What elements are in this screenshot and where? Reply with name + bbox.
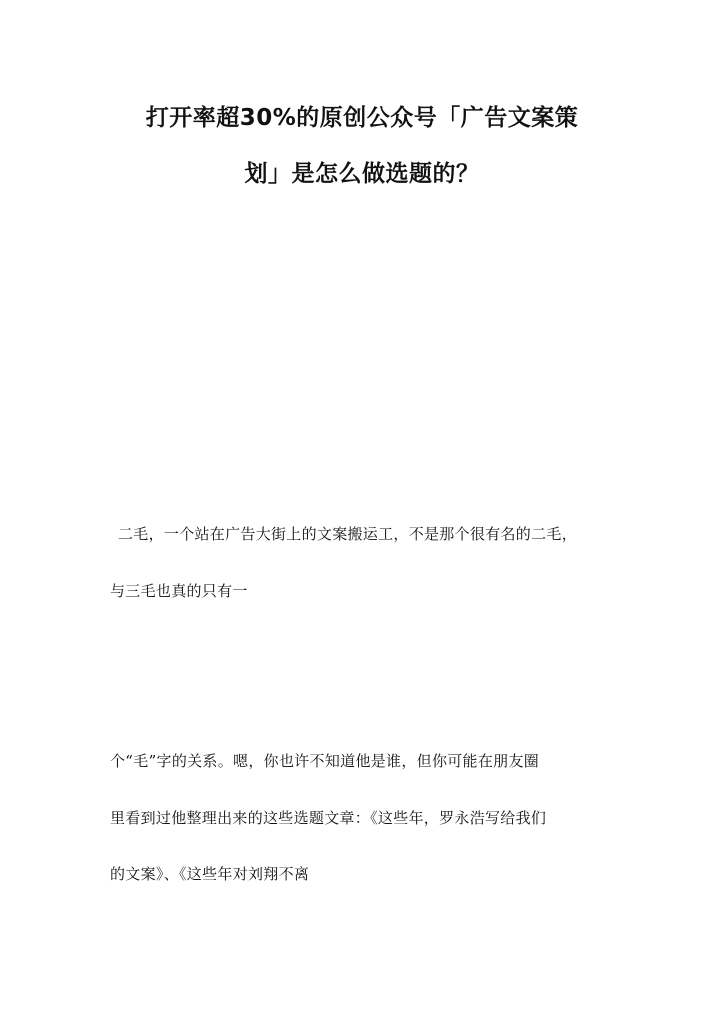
body-text-line-4: 里看到过他整理出来的这些选题文章：《这些年，罗永浩写给我们 xyxy=(110,809,547,827)
body-text-line-3: 个“毛”字的关系。嗯，你也许不知道他是谁，但你可能在朋友圈 xyxy=(110,752,540,770)
body-text-line-2: 与三毛也真的只有一 xyxy=(110,582,248,600)
body-text-line-1: 二毛，一个站在广告大街上的文案搬运工，不是那个很有名的二毛， xyxy=(118,525,578,543)
document-title-line-1: 打开率超30%的原创公众号「广告文案策 xyxy=(145,105,579,131)
body-text-line-5: 的文案》、《这些年对刘翔不离 xyxy=(110,865,310,883)
document-title-line-2: 划」是怎么做选题的？ xyxy=(244,161,480,187)
